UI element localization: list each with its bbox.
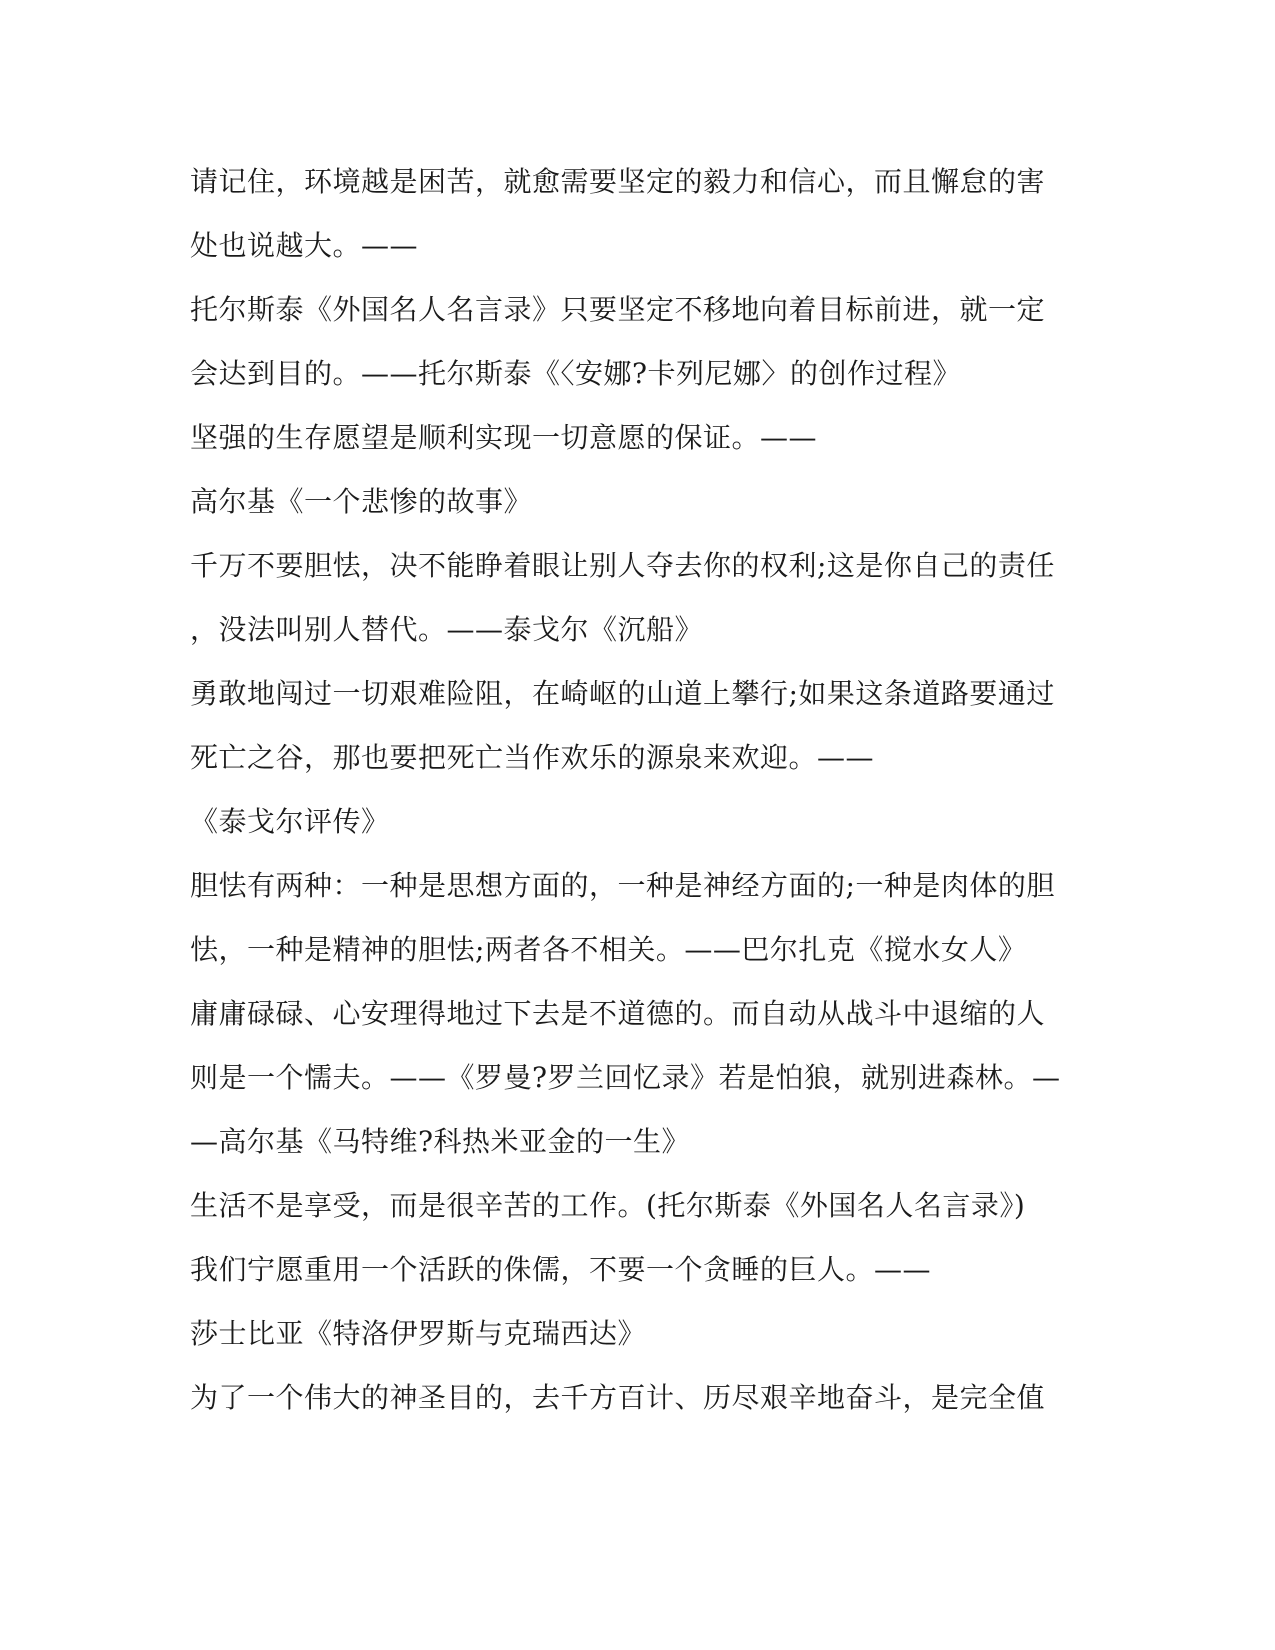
- text-line: 千万不要胆怯，决不能睁着眼让别人夺去你的权利;这是你自己的责任: [190, 549, 1055, 582]
- text-line: 勇敢地闯过一切艰难险阻，在崎岖的山道上攀行;如果这条道路要通过: [190, 677, 1055, 710]
- text-line: 《泰戈尔评传》: [190, 805, 390, 838]
- text-line: 生活不是享受，而是很辛苦的工作。(托尔斯泰《外国名人名言录》): [190, 1189, 1026, 1222]
- text-line: 则是一个懦夫。——《罗曼?罗兰回忆录》若是怕狼，就别进森林。—: [190, 1061, 1061, 1094]
- text-line: 胆怯有两种：一种是思想方面的，一种是神经方面的;一种是肉体的胆: [190, 869, 1055, 902]
- text-line: 请记住，环境越是困苦，就愈需要坚定的毅力和信心，而且懈怠的害: [190, 165, 1046, 198]
- text-line: 处也说越大。——: [190, 229, 419, 262]
- text-line: 为了一个伟大的神圣目的，去千方百计、历尽艰辛地奋斗，是完全值: [190, 1381, 1046, 1414]
- text-line: —高尔基《马特维?科热米亚金的一生》: [190, 1125, 691, 1158]
- text-line: 怯，一种是精神的胆怯;两者各不相关。——巴尔扎克《搅水女人》: [190, 933, 1027, 966]
- text-line: 死亡之谷，那也要把死亡当作欢乐的源泉来欢迎。——: [190, 741, 875, 774]
- text-line: ，没法叫别人替代。——泰戈尔《沉船》: [190, 613, 704, 646]
- document-body: [190, 150, 1090, 1430]
- text-line: 庸庸碌碌、心安理得地过下去是不道德的。而自动从战斗中退缩的人: [190, 997, 1046, 1030]
- text-line: 托尔斯泰《外国名人名言录》只要坚定不移地向着目标前进，就一定: [190, 293, 1046, 326]
- text-line: 我们宁愿重用一个活跃的侏儒，不要一个贪睡的巨人。——: [190, 1253, 932, 1286]
- text-line: 莎士比亚《特洛伊罗斯与克瑞西达》: [190, 1317, 647, 1350]
- text-line: 高尔基《一个悲惨的故事》: [190, 485, 533, 518]
- text-line: 会达到目的。——托尔斯泰《〈安娜?卡列尼娜〉的创作过程》: [190, 357, 962, 390]
- text-line: 坚强的生存愿望是顺利实现一切意愿的保证。——: [190, 421, 818, 454]
